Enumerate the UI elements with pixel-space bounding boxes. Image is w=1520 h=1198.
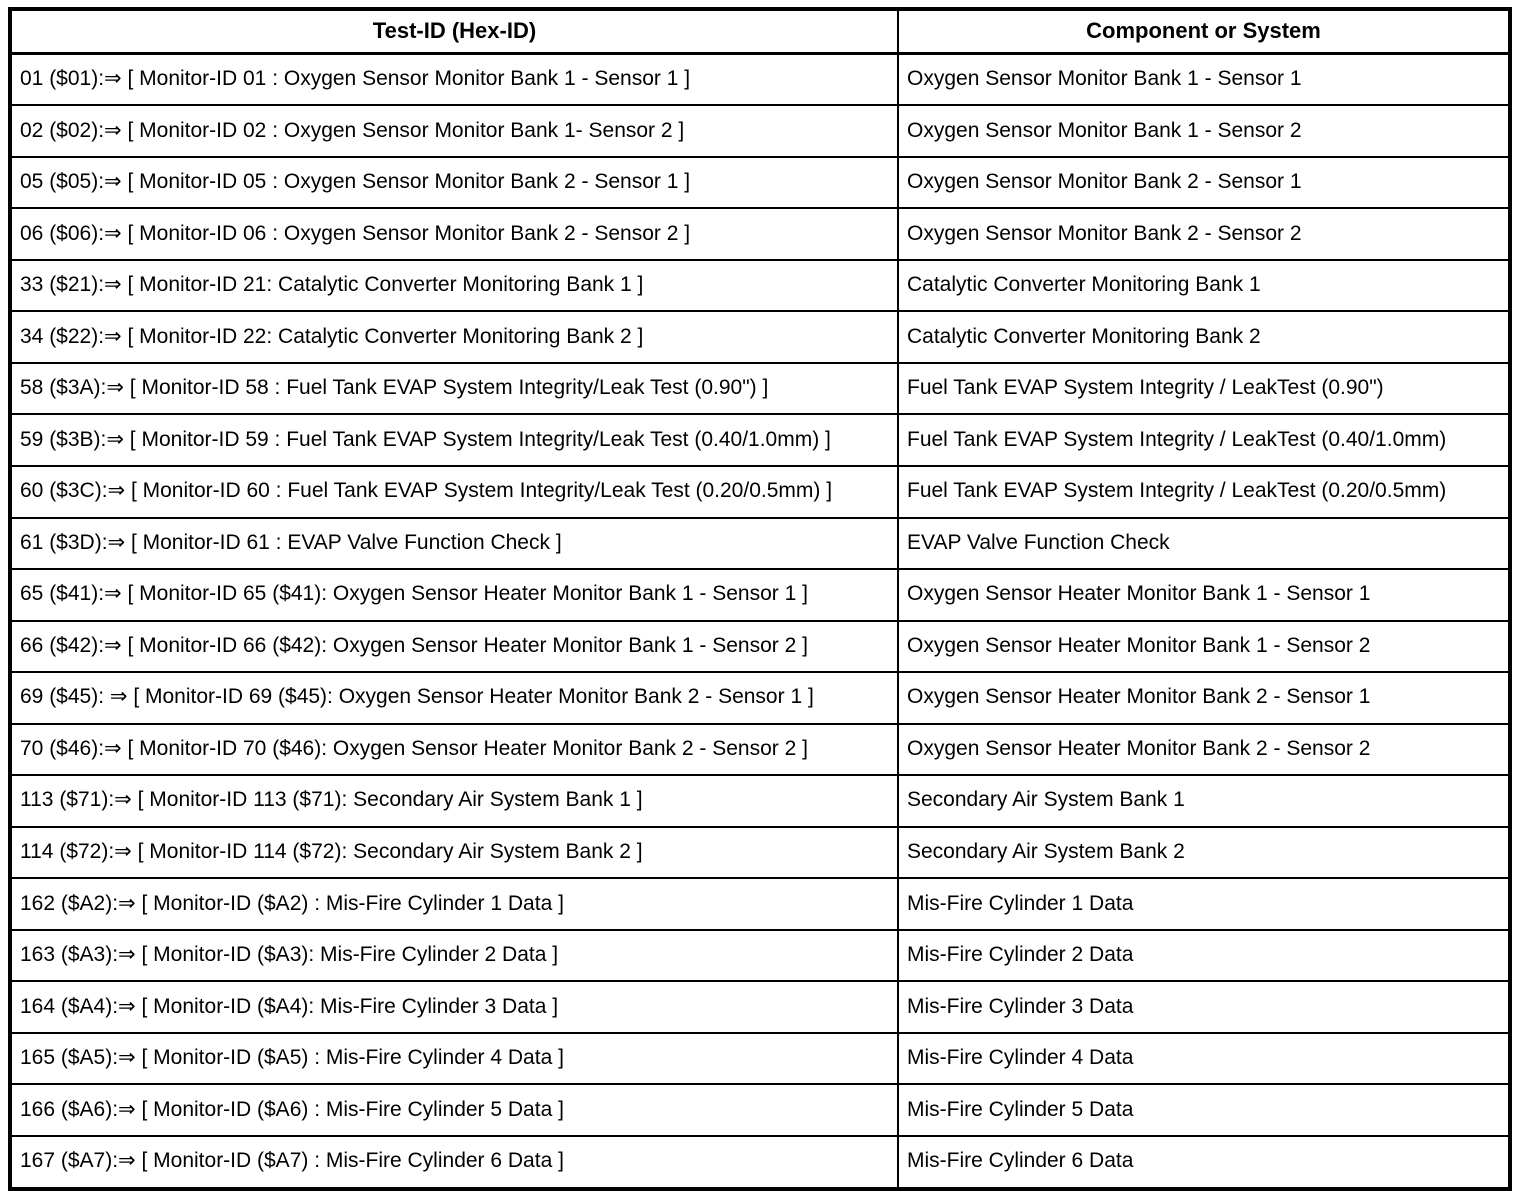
component-cell: Catalytic Converter Monitoring Bank 1 xyxy=(898,260,1510,312)
test-id-cell: 66 ($42):⇒ [ Monitor-ID 66 ($42): Oxygen Sensor Heater Monitor Bank 1 - Sensor 2 ] xyxy=(10,621,898,673)
test-id-cell: 164 ($A4):⇒ [ Monitor-ID ($A4): Mis-Fire Cylinder 3 Data ] xyxy=(10,981,898,1033)
component-cell: Oxygen Sensor Monitor Bank 2 - Sensor 2 xyxy=(898,208,1510,260)
table-row xyxy=(10,775,1510,827)
test-id-cell: 163 ($A3):⇒ [ Monitor-ID ($A3): Mis-Fire Cylinder 2 Data ] xyxy=(10,930,898,982)
table-row xyxy=(10,208,1510,260)
test-id-cell: 58 ($3A):⇒ [ Monitor-ID 58 : Fuel Tank EVAP System Integrity/Leak Test (0.90") ] xyxy=(10,363,898,415)
test-id-cell: 114 ($72):⇒ [ Monitor-ID 114 ($72): Secondary Air System Bank 2 ] xyxy=(10,827,898,879)
component-cell: Oxygen Sensor Heater Monitor Bank 1 - Sensor 1 xyxy=(898,569,1510,621)
table-row xyxy=(10,518,1510,570)
test-id-cell: 166 ($A6):⇒ [ Monitor-ID ($A6) : Mis-Fire Cylinder 5 Data ] xyxy=(10,1084,898,1136)
component-cell: Mis-Fire Cylinder 1 Data xyxy=(898,878,1510,930)
test-id-cell: 162 ($A2):⇒ [ Monitor-ID ($A2) : Mis-Fire Cylinder 1 Data ] xyxy=(10,878,898,930)
test-id-cell: 113 ($71):⇒ [ Monitor-ID 113 ($71): Secondary Air System Bank 1 ] xyxy=(10,775,898,827)
component-cell: Fuel Tank EVAP System Integrity / LeakTest (0.40/1.0mm) xyxy=(898,414,1510,466)
component-cell: Secondary Air System Bank 2 xyxy=(898,827,1510,879)
table-row xyxy=(10,724,1510,776)
table-row xyxy=(10,1136,1510,1189)
component-cell: Oxygen Sensor Monitor Bank 1 - Sensor 1 xyxy=(898,53,1510,105)
test-id-cell: 01 ($01):⇒ [ Monitor-ID 01 : Oxygen Sensor Monitor Bank 1 - Sensor 1 ] xyxy=(10,53,898,105)
component-cell: Mis-Fire Cylinder 6 Data xyxy=(898,1136,1510,1189)
table-row xyxy=(10,981,1510,1033)
test-id-cell: 65 ($41):⇒ [ Monitor-ID 65 ($41): Oxygen Sensor Heater Monitor Bank 1 - Sensor 1 ] xyxy=(10,569,898,621)
table-row xyxy=(10,1084,1510,1136)
header-row xyxy=(10,9,1510,53)
component-cell: Mis-Fire Cylinder 3 Data xyxy=(898,981,1510,1033)
test-id-cell: 33 ($21):⇒ [ Monitor-ID 21: Catalytic Converter Monitoring Bank 1 ] xyxy=(10,260,898,312)
test-id-cell: 61 ($3D):⇒ [ Monitor-ID 61 : EVAP Valve Function Check ] xyxy=(10,518,898,570)
component-cell: Fuel Tank EVAP System Integrity / LeakTest (0.20/0.5mm) xyxy=(898,466,1510,518)
component-cell: Oxygen Sensor Heater Monitor Bank 2 - Sensor 2 xyxy=(898,724,1510,776)
test-id-cell: 165 ($A5):⇒ [ Monitor-ID ($A5) : Mis-Fire Cylinder 4 Data ] xyxy=(10,1033,898,1085)
component-cell: Oxygen Sensor Heater Monitor Bank 2 - Sensor 1 xyxy=(898,672,1510,724)
component-cell: Oxygen Sensor Heater Monitor Bank 1 - Sensor 2 xyxy=(898,621,1510,673)
table-row xyxy=(10,672,1510,724)
component-cell: Catalytic Converter Monitoring Bank 2 xyxy=(898,311,1510,363)
test-id-cell: 34 ($22):⇒ [ Monitor-ID 22: Catalytic Converter Monitoring Bank 2 ] xyxy=(10,311,898,363)
table-row xyxy=(10,1033,1510,1085)
table-row xyxy=(10,878,1510,930)
test-id-cell: 05 ($05):⇒ [ Monitor-ID 05 : Oxygen Sensor Monitor Bank 2 - Sensor 1 ] xyxy=(10,157,898,209)
table-row xyxy=(10,311,1510,363)
table-row xyxy=(10,466,1510,518)
component-cell: Oxygen Sensor Monitor Bank 1 - Sensor 2 xyxy=(898,105,1510,157)
test-id-cell: 167 ($A7):⇒ [ Monitor-ID ($A7) : Mis-Fire Cylinder 6 Data ] xyxy=(10,1136,898,1189)
test-id-cell: 60 ($3C):⇒ [ Monitor-ID 60 : Fuel Tank EVAP System Integrity/Leak Test (0.20/0.5mm) ] xyxy=(10,466,898,518)
test-id-cell: 06 ($06):⇒ [ Monitor-ID 06 : Oxygen Sensor Monitor Bank 2 - Sensor 2 ] xyxy=(10,208,898,260)
test-id-cell: 69 ($45): ⇒ [ Monitor-ID 69 ($45): Oxygen Sensor Heater Monitor Bank 2 - Sensor 1 ] xyxy=(10,672,898,724)
component-cell: Oxygen Sensor Monitor Bank 2 - Sensor 1 xyxy=(898,157,1510,209)
header-component: Component or System xyxy=(898,9,1510,53)
table-row xyxy=(10,930,1510,982)
test-id-cell: 02 ($02):⇒ [ Monitor-ID 02 : Oxygen Sensor Monitor Bank 1- Sensor 2 ] xyxy=(10,105,898,157)
header-test-id: Test-ID (Hex-ID) xyxy=(10,9,898,53)
table-row xyxy=(10,157,1510,209)
monitor-id-table xyxy=(8,7,1512,1191)
table-row xyxy=(10,105,1510,157)
table-row xyxy=(10,363,1510,415)
test-id-cell: 70 ($46):⇒ [ Monitor-ID 70 ($46): Oxygen Sensor Heater Monitor Bank 2 - Sensor 2 ] xyxy=(10,724,898,776)
component-cell: Mis-Fire Cylinder 5 Data xyxy=(898,1084,1510,1136)
component-cell: EVAP Valve Function Check xyxy=(898,518,1510,570)
table-row xyxy=(10,569,1510,621)
component-cell: Secondary Air System Bank 1 xyxy=(898,775,1510,827)
component-cell: Fuel Tank EVAP System Integrity / LeakTest (0.90") xyxy=(898,363,1510,415)
table-row xyxy=(10,260,1510,312)
component-cell: Mis-Fire Cylinder 2 Data xyxy=(898,930,1510,982)
table-row xyxy=(10,621,1510,673)
table-row xyxy=(10,827,1510,879)
component-cell: Mis-Fire Cylinder 4 Data xyxy=(898,1033,1510,1085)
table-row xyxy=(10,53,1510,105)
table-row xyxy=(10,414,1510,466)
test-id-cell: 59 ($3B):⇒ [ Monitor-ID 59 : Fuel Tank EVAP System Integrity/Leak Test (0.40/1.0mm) ] xyxy=(10,414,898,466)
